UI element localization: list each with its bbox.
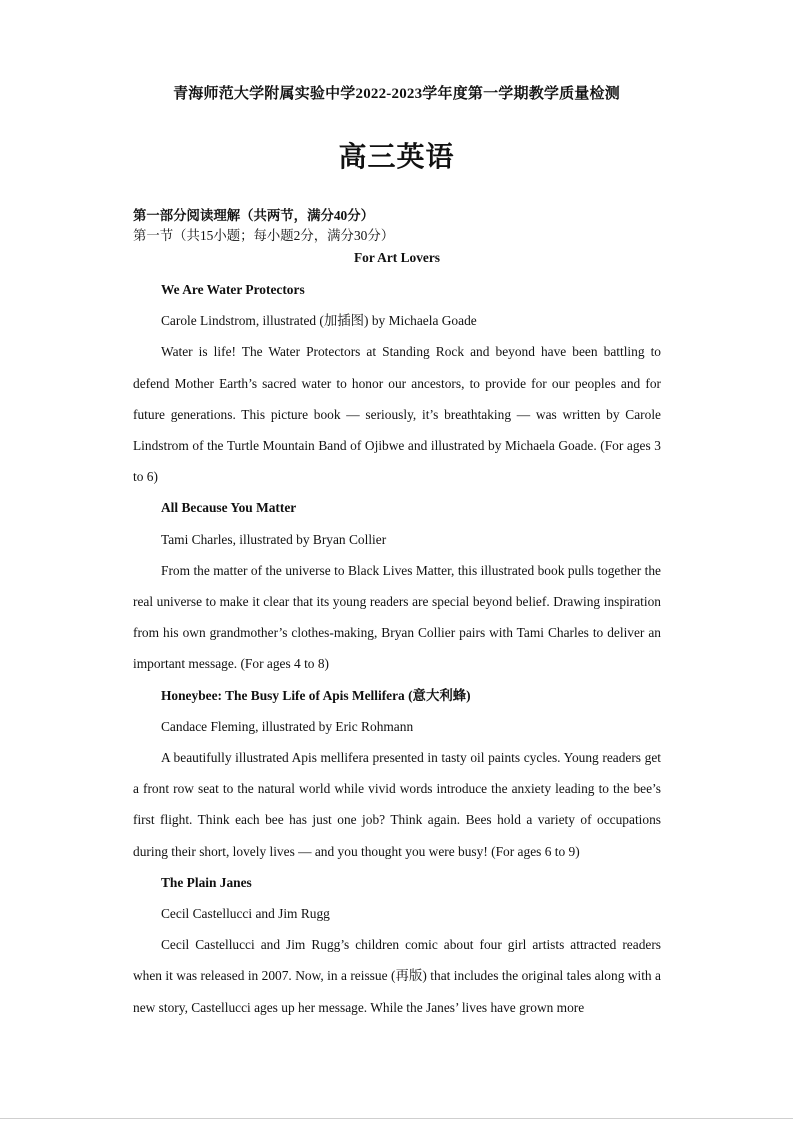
book-title: All Because You Matter bbox=[161, 500, 297, 516]
book-byline: Carole Lindstrom, illustrated (加插图) by Michaela Goade bbox=[161, 313, 477, 329]
book-byline: Candace Fleming, illustrated by Eric Rohmann bbox=[161, 718, 414, 734]
book-entry-all-because-you-matter bbox=[133, 492, 661, 679]
document-body bbox=[133, 206, 661, 1023]
book-byline: Cecil Castellucci and Jim Rugg bbox=[161, 906, 330, 922]
passage-title: For Art Lovers bbox=[353, 250, 441, 265]
book-title: We Are Water Protectors bbox=[161, 282, 305, 297]
book-description: Cecil Castellucci and Jim Rugg’s children comic about four girl artists attracted readers when it was released in 2007. Now, in a reissue (再版) that includes the original tales along with a new story, Castellucci ages up her message. While the Janes’ lives have grown more bbox=[133, 937, 661, 1015]
part-heading: 第一部分阅读理解（共两节，满分40分） bbox=[133, 208, 375, 223]
book-description: A beautifully illustrated Apis mellifera presented in tasty oil paints cycles. Young readers get a front row seat to the natural world while vivid words introduce the anxiety leading to the bee’s first flight. Think each bee has just one job? Think again. Bees hold a variety of occupations during their short, lovely lives — and you thought you were busy! (For ages 6 to 9) bbox=[133, 750, 661, 859]
section-subheading: 第一节（共15小题；每小题2分，满分30分） bbox=[133, 228, 395, 243]
school-exam-title: 青海师范大学附属实验中学2022-2023学年度第一学期教学质量检测 bbox=[173, 86, 620, 102]
book-entry-plain-janes bbox=[133, 867, 661, 1023]
book-byline: Tami Charles, illustrated by Bryan Collier bbox=[161, 531, 387, 547]
book-title: Honeybee: The Busy Life of Apis Mellifera (意大利蜂) bbox=[161, 687, 471, 703]
book-description: From the matter of the universe to Black Lives Matter, this illustrated book pulls together the real universe to make it clear that its young readers are special beyond belief. Drawing inspiration from his own grandmother’s clothes-making, Bryan Collier pairs with Tami Charles to deliver an important message. (For ages 4 to 8) bbox=[133, 562, 661, 672]
book-entry-water-protectors bbox=[133, 274, 661, 492]
book-description: Water is life! The Water Protectors at Standing Rock and beyond have been battling to defend Mother Earth’s sacred water to honor our ancestors, to provide for our peoples and for future generations. This picture book — seriously, it’s breathtaking — was written by Carole Lindstrom of the Turtle Mountain Band of Ojibwe and illustrated by Michaela Goade. (For ages 3 to 6) bbox=[133, 344, 661, 485]
book-entry-honeybee bbox=[133, 680, 661, 867]
page-bottom-divider bbox=[0, 1118, 793, 1119]
subject-title: 高三英语 bbox=[338, 142, 455, 173]
book-title: The Plain Janes bbox=[161, 874, 252, 890]
